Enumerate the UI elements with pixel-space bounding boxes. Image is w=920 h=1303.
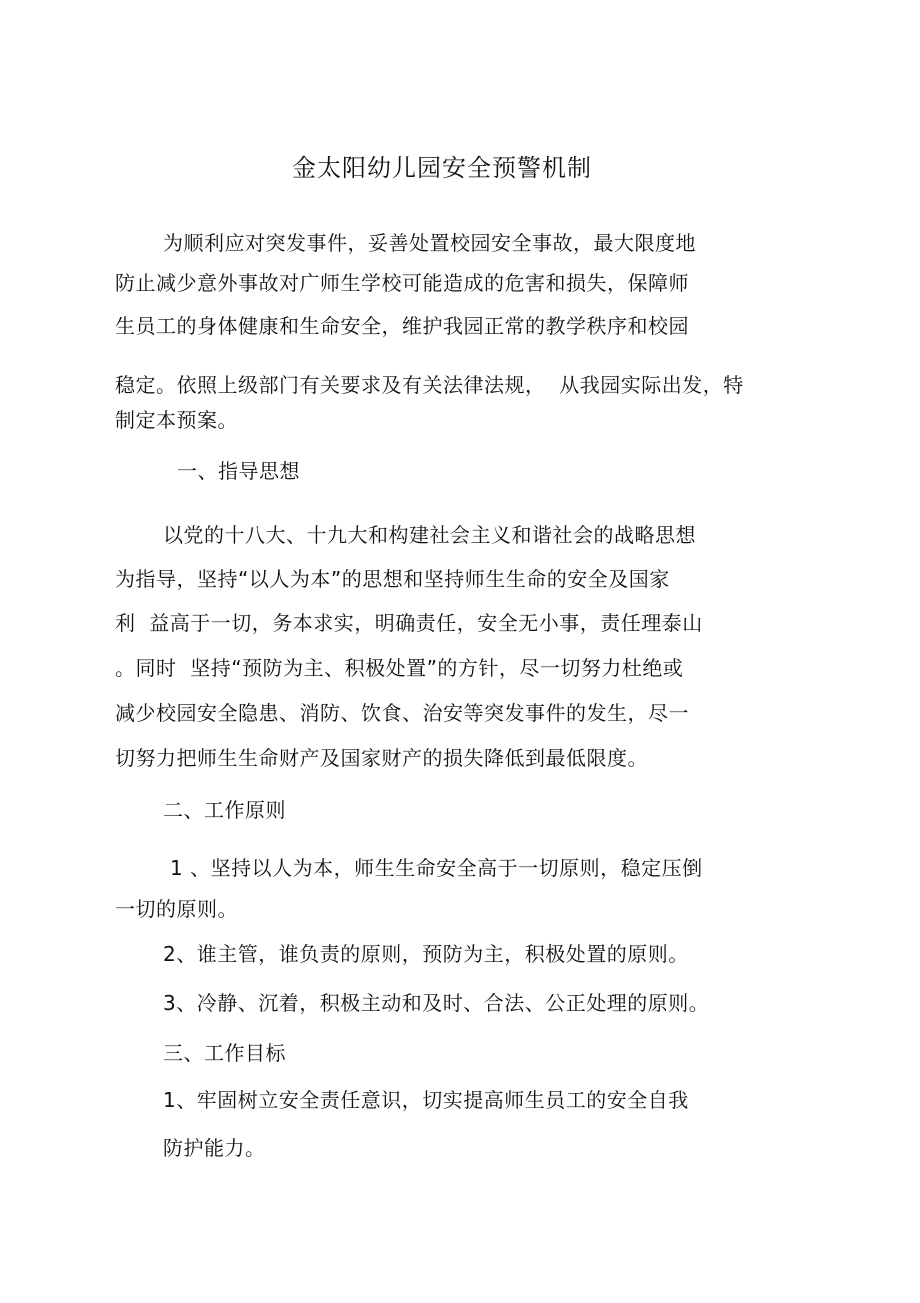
list-item: 2、谁主管，谁负责的原则，预防为主，积极处置的原则。 [163, 942, 689, 966]
intro-line: 防止减少意外事故对广师生学校可能造成的危害和损失，保障师 [115, 271, 689, 295]
list-item: 3、冷静、沉着，积极主动和及时、合法、公正处理的原则。 [163, 991, 710, 1015]
list-item-line: 一切的原则。 [115, 897, 238, 921]
intro-line: 生员工的身体健康和生命安全，维护我园正常的教学秩序和校园 [115, 314, 689, 338]
paragraph-line: 利 益高于一切，务本求实，明确责任，安全无小事，责任理泰山 [115, 611, 703, 635]
paragraph-line: 减少校园安全隐患、消防、饮食、治安等突发事件的发生，尽一 [115, 701, 689, 725]
intro-line: 稳定。依照上级部门有关要求及有关法律法规， 从我园实际出发，特 [115, 373, 744, 397]
document-title: 金太阳幼儿园安全预警机制 [292, 154, 592, 182]
intro-line: 为顺利应对突发事件，妥善处置校园安全事故，最大限度地 [163, 231, 696, 255]
list-item-line: 1、牢固树立安全责任意识，切实提高师生员工的安全自我 [163, 1088, 689, 1112]
section-heading-work-goals: 三、工作目标 [163, 1041, 286, 1065]
intro-line: 制定本预案。 [115, 408, 238, 432]
paragraph-line: 切努力把师生生命财产及国家财产的损失降低到最低限度。 [115, 746, 648, 770]
list-item-line: 1 、坚持以人为本，师生生命安全高于一切原则，稳定压倒 [170, 856, 703, 880]
paragraph-line: 为指导，坚持“以人为本”的思想和坚持师生生命的安全及国家 [115, 567, 670, 591]
list-item-line: 防护能力。 [163, 1136, 266, 1160]
section-heading-guiding-ideology: 一、指导思想 [177, 459, 300, 483]
paragraph-line: 以党的十八大、十九大和构建社会主义和谐社会的战略思想 [163, 523, 696, 547]
paragraph-line: 。同时 坚持“预防为主、积极处置”的方针，尽一切努力杜绝或 [115, 656, 684, 680]
section-heading-work-principles: 二、工作原则 [163, 798, 286, 822]
